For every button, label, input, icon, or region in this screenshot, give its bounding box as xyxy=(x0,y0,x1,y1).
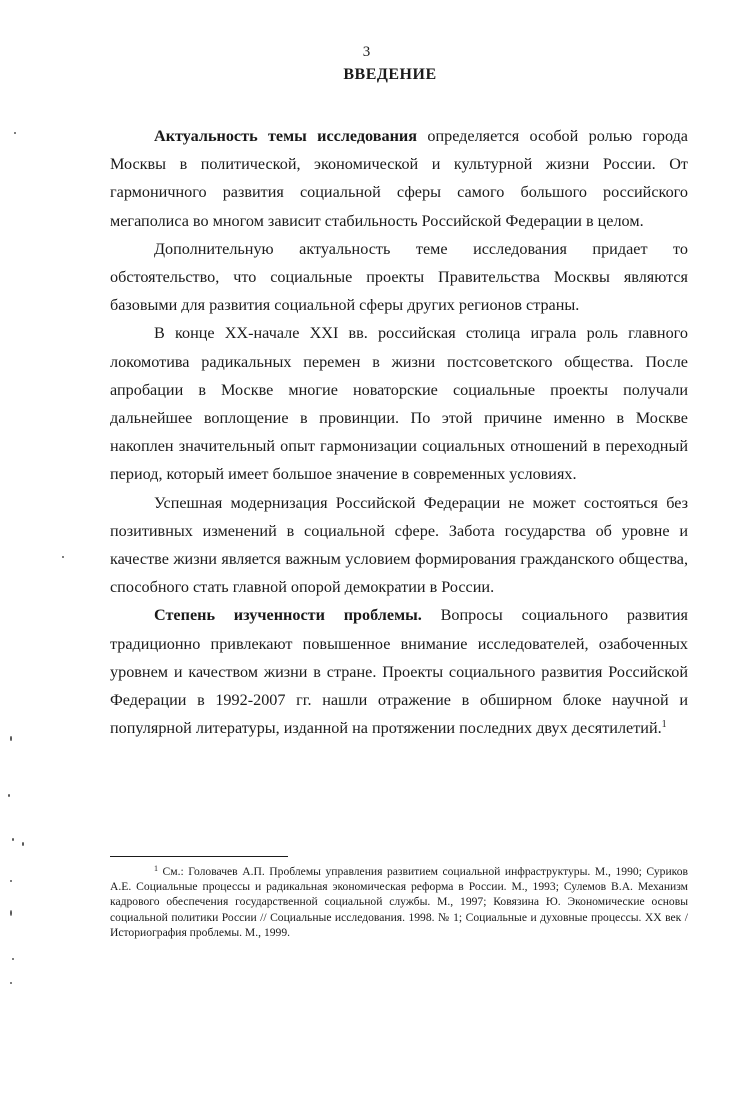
paragraph-capital-role xyxy=(110,319,688,488)
capital-role-text: В конце XX-начале XXI вв. российская столица играла роль главного локомотива радикальных перемен в жизни постсоветского общества. После апробации в Москве многие новаторские социальные проекты получали дальнейшее воплощение в провинции. По этой причине именно в Москве накоплен значительный опыт гармонизации социальных отношений в переходный период, который имеет большое значение в современных условиях. xyxy=(110,324,688,484)
scan-speck xyxy=(22,842,24,846)
footnote-text: См.: Головачев А.П. Проблемы управления развитием социальной инфраструктуры. М., 1990; Суриков А.Е. Социальные процессы и радикальная экономическая реформа в России. М., 1993; Сулемов В.А. Механизм кадрового обеспечения государственной социальной службы. М., 1997; Ковязина Ю. Экономические основы социальной политики России // Социальные исследования. 1998. № 1; Социальные и духовные процессы. XX век / Историография проблемы. М., 1999. xyxy=(110,865,688,939)
study-degree-text: Вопросы социального развития традиционно привлекают повышенное внимание исследователей, озабоченных уровнем и качеством жизни в стране. Проекты социального развития Российской Федерации в 1992-2007 гг. нашли отражение в обширном блоке научной и популярной литературы, изданной на протяжении последних двух десятилетий. xyxy=(110,606,688,738)
scan-speck xyxy=(10,910,12,916)
footnote-divider xyxy=(110,856,288,857)
additional-relevance-text: Дополнительную актуальность теме исследования придает то обстоятельство, что социальные проекты Правительства Москвы являются базовыми для развития социальной сферы других регионов страны. xyxy=(110,239,688,315)
scan-speck xyxy=(10,880,12,882)
relevance-text: определяется особой ролью города Москвы в политической, экономической и культурной жизни России. От гармоничного развития социальной сферы самого большого российского мегаполиса во многом зависит стабильность Российской Федерации в целом. xyxy=(110,127,688,230)
scan-speck xyxy=(12,838,14,841)
scan-speck xyxy=(10,736,12,741)
footnote-reference[interactable]: 1 xyxy=(661,719,667,731)
study-degree-heading: Степень изученности проблемы. xyxy=(154,606,422,625)
footnote xyxy=(110,864,688,940)
relevance-heading: Актуальность темы исследования xyxy=(154,127,417,145)
scan-speck xyxy=(62,556,64,558)
paragraph-study-degree xyxy=(110,601,688,742)
modernization-text: Успешная модернизация Российской Федерации не может состояться без позитивных изменений в социальной сфере. Забота государства об уровне и качестве жизни является важным условием формирования гражданского общества, способного стать главной опорой демократии в России. xyxy=(110,493,688,597)
footnote-marker: 1 xyxy=(154,864,158,873)
main-text xyxy=(110,122,688,742)
scan-speck xyxy=(10,982,12,984)
page-title: ВВЕДЕНИЕ xyxy=(343,66,437,83)
paragraph-relevance xyxy=(110,122,688,235)
scan-speck xyxy=(8,794,10,797)
scan-speck xyxy=(12,958,14,960)
paragraph-additional-relevance xyxy=(110,235,688,320)
page-number: 3 xyxy=(362,44,371,60)
footnote-1 xyxy=(110,864,688,940)
scan-speck xyxy=(14,132,16,134)
paragraph-modernization xyxy=(110,489,688,602)
